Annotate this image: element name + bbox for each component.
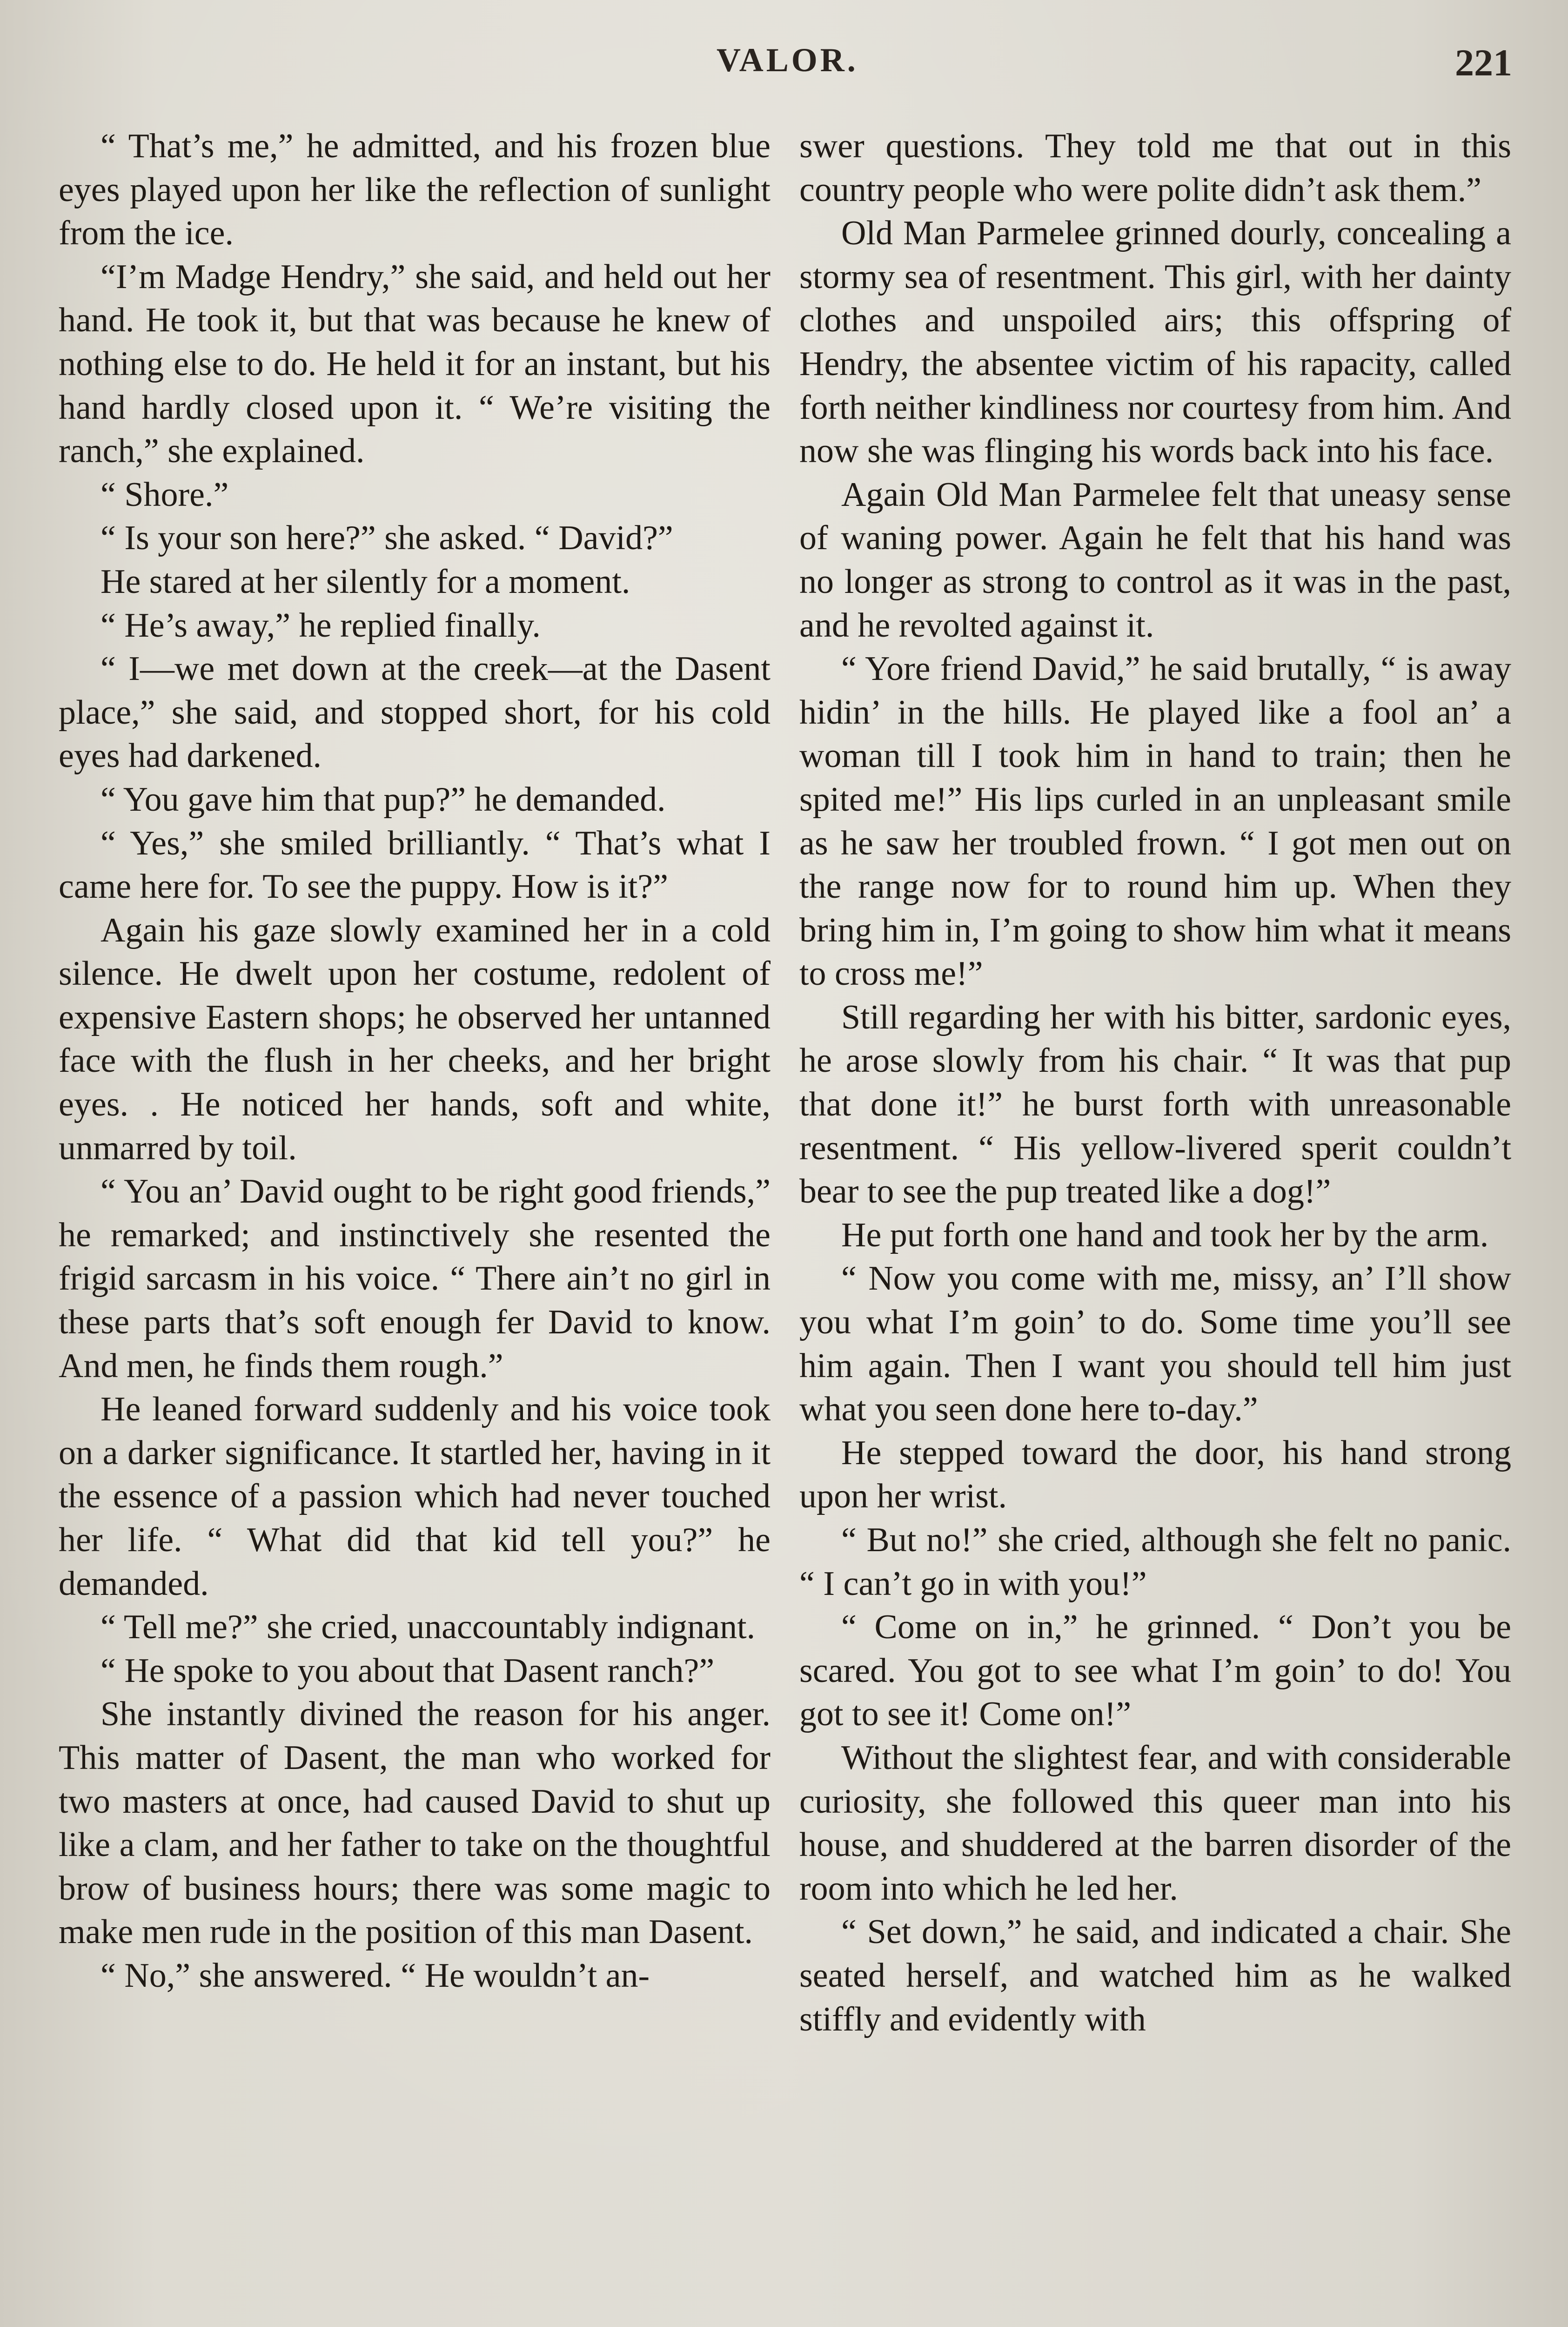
paragraph: “ Now you come with me, missy, an’ I’ll show you what I’m goin’ to do. Some time you’ll see him again. Then I want you should tell him just what you seen done here to-day.”: [799, 1259, 1511, 1429]
page-number: 221: [1455, 41, 1512, 84]
paragraph: “ You an’ David ought to be right good friends,” he remarked; and instinctively she resented the frigid sarcasm in his voice. “ There ain’t no girl in these parts that’s soft enough fer David to know. And men, he finds them rough.”: [59, 1172, 771, 1385]
paragraph: “ But no!” she cried, although she felt no panic. “ I can’t go in with you!”: [799, 1521, 1511, 1603]
paragraph: “ Yes,” she smiled brilliantly. “ That’s what I came here for. To see the puppy. How is it?”: [59, 824, 771, 906]
paragraph: “ I—we met down at the creek—at the Dasent place,” she said, and stopped short, for his cold eyes had darkened.: [59, 650, 771, 775]
paragraph: “ That’s me,” he admitted, and his frozen blue eyes played upon her like the reflection of sunlight from the ice.: [59, 127, 771, 253]
paragraph: He stared at her silently for a moment.: [101, 562, 630, 601]
paragraph: “ Tell me?” she cried, unaccountably indignant.: [101, 1608, 756, 1647]
left-column: [59, 125, 771, 1998]
paragraph: Old Man Parmelee grinned dourly, concealing a stormy sea of resentment. This girl, with her dainty clothes and unspoiled airs; this offspring of Hendry, the absentee victim of his rapacity, called forth neither kindliness nor courtesy from him. And now she was flinging his words back into his face.: [799, 214, 1511, 471]
paragraph: “ Set down,” he said, and indicated a chair. She seated herself, and watched him as he walked stiffly and evidently with: [799, 1913, 1511, 2038]
paragraph: Again Old Man Parmelee felt that uneasy sense of waning power. Again he felt that his hand was no longer as strong to control as it was in the past, and he revolted against it.: [799, 475, 1511, 645]
paragraph: “I’m Madge Hendry,” she said, and held out her hand. He took it, but that was because he knew of nothing else to do. He held it for an instant, but his hand hardly closed upon it. “ We’re visiting the ranch,” she explained.: [59, 257, 771, 471]
paragraph: Without the slightest fear, and with considerable curiosity, she followed this queer man into his house, and shuddered at the barren disorder of the room into which he led her.: [799, 1738, 1511, 1908]
paragraph: He leaned forward suddenly and his voice took on a darker significance. It startled her, having in it the essence of a passion which had never touched her life. “ What did that kid tell you?” he demanded.: [59, 1390, 771, 1603]
paragraph: He put forth one hand and took her by the arm.: [841, 1216, 1489, 1254]
paragraph: “ You gave him that pup?” he demanded.: [101, 780, 666, 819]
paragraph: “ Shore.”: [101, 475, 229, 514]
paragraph: “ Is your son here?” she asked. “ David?”: [101, 519, 673, 558]
running-head: VALOR.: [717, 41, 858, 79]
paragraph: “ Yore friend David,” he said brutally, “ is away hidin’ in the hills. He played like a fool an’ a woman till I took him in hand to train; then he spited me!” His lips curled in an unpleasant smile as he saw her troubled frown. “ I got men out on the range now for to round him up. When they bring him in, I’m going to show him what it means to cross me!”: [799, 650, 1511, 993]
paragraph-continued: swer questions. They told me that out in this country people who were polite didn’t ask them.”: [799, 127, 1511, 209]
paragraph: “ He’s away,” he replied finally.: [101, 606, 541, 645]
paragraph: Again his gaze slowly examined her in a cold silence. He dwelt upon her costume, redolent of expensive Eastern shops; he observed her untanned face with the flush in her cheeks, and her bright eyes. . He noticed her hands, soft and white, unmarred by toil.: [59, 911, 771, 1167]
paragraph: “ He spoke to you about that Dasent ranch?”: [101, 1651, 715, 1690]
paragraph: He stepped toward the door, his hand strong upon her wrist.: [799, 1433, 1511, 1516]
right-column: [799, 125, 1511, 2041]
paragraph: “ Come on in,” he grinned. “ Don’t you be scared. You got to see what I’m goin’ to do! You got to see it! Come on!”: [799, 1608, 1511, 1734]
paragraph: “ No,” she answered. “ He wouldn’t an-: [101, 1956, 650, 1995]
paragraph: She instantly divined the reason for his anger. This matter of Dasent, the man who worked for two masters at once, had caused David to shut up like a clam, and her father to take on the thoughtful brow of business hours; there was some magic to make men rude in the position of this man Dasent.: [59, 1695, 771, 1951]
paragraph: Still regarding her with his bitter, sardonic eyes, he arose slowly from his chair. “ It was that pup that done it!” he burst forth with unreasonable resentment. “ His yellow-livered sperit couldn’t bear to see the pup treated like a dog!”: [799, 998, 1511, 1211]
